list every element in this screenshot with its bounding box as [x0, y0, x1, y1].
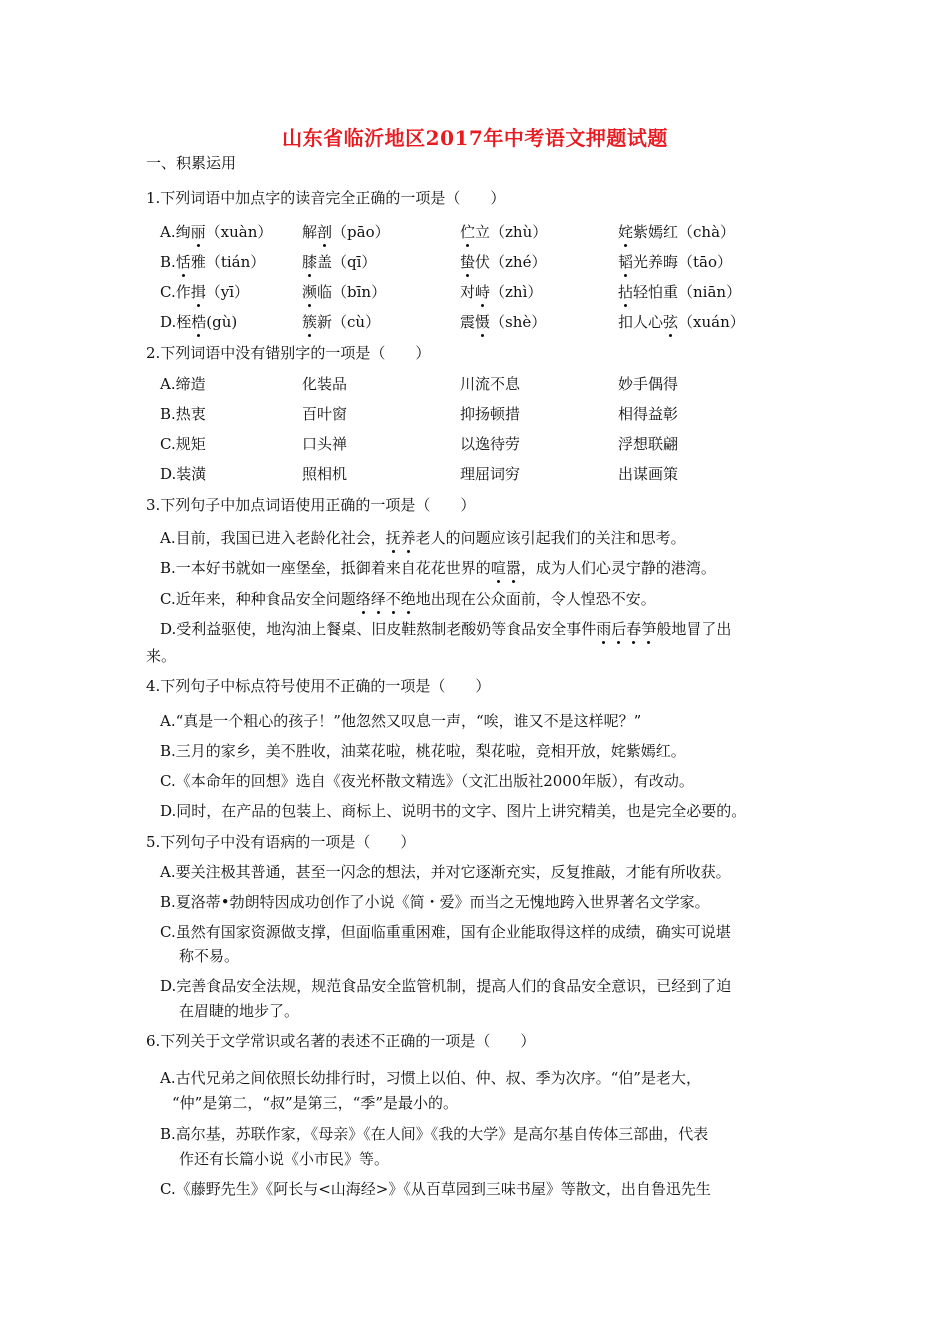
- question-5-option-d-line-2: 在眉睫的地步了。: [179, 1002, 300, 1020]
- question-4-stem: 4.下列句子中标点符号使用不正确的一项是（ ）: [146, 677, 491, 695]
- section-heading: 一、积累运用: [146, 154, 237, 172]
- question-6-option-a-line-2: “仲”是第二，“叔”是第三，“季”是最小的。: [172, 1094, 459, 1112]
- q2-b-col-4: 相得益彰: [618, 405, 679, 423]
- q1-c-col-1: C.作揖（yī）: [160, 283, 250, 301]
- q1-a-col-1: A.绚丽（xuàn）: [160, 223, 273, 241]
- q1-d-col-2: 簇新（cù）: [302, 313, 381, 331]
- q2-b-col-3: 抑扬顿措: [460, 405, 521, 423]
- question-1-stem: 1.下列词语中加点字的读音完全正确的一项是（ ）: [146, 189, 506, 207]
- q2-a-col-1: A.缔造: [160, 375, 206, 393]
- question-6-option-b-line-1: B.高尔基，苏联作家，《母亲》《在人间》《我的大学》是高尔基自传体三部曲，代表: [160, 1125, 709, 1143]
- question-6-option-a-line-1: A.古代兄弟之间依照长幼排行时，习惯上以伯、仲、叔、季为次序。“伯”是老大，: [160, 1069, 701, 1087]
- question-4-option-c: C.《本命年的回想》选自《夜光杯散文精选》（文汇出版社2000年版），有改动。: [160, 772, 694, 790]
- question-3-option-d-line-1: D.受利益驱使，地沟油上餐桌、旧皮鞋熬制老酸奶等食品安全事件雨后春笋般地冒了出: [160, 620, 732, 638]
- q1-b-col-4: 韬光养晦（tāo）: [618, 253, 733, 271]
- question-5-option-b: B.夏洛蒂•勃朗特因成功创作了小说《简・爱》而当之无愧地跨入世界著名文学家。: [160, 893, 710, 911]
- q2-d-col-4: 出谋画策: [618, 465, 679, 483]
- question-6-stem: 6.下列关于文学常识或名著的表述不正确的一项是（ ）: [146, 1032, 536, 1050]
- question-5-stem: 5.下列句子中没有语病的一项是（ ）: [146, 833, 416, 851]
- question-3-option-d-line-2: 来。: [146, 647, 177, 665]
- q1-c-col-2: 濒临（bīn）: [302, 283, 387, 301]
- q2-b-col-1: B.热衷: [160, 405, 206, 423]
- q1-d-col-3: 震慑（shè）: [460, 313, 547, 331]
- q2-d-col-3: 理屈词穷: [460, 465, 521, 483]
- q1-c-col-3: 对峙（zhì）: [460, 283, 543, 301]
- question-5-option-a: A.要关注极其普通，甚至一闪念的想法，并对它逐渐充实，反复推敲，才能有所收获。: [160, 863, 731, 881]
- question-5-option-c-line-1: C.虽然有国家资源做支撑，但面临重重困难，国有企业能取得这样的成绩，确实可说堪: [160, 923, 731, 941]
- page-title: 山东省临沂地区2017年中考语文押题试题: [282, 126, 668, 150]
- question-3-option-c: C.近年来，种种食品安全问题络绎不绝地出现在公众面前，令人惶恐不安。: [160, 590, 656, 608]
- q2-a-col-4: 妙手偶得: [618, 375, 679, 393]
- q1-c-col-4: 拈轻怕重（niān）: [618, 283, 742, 301]
- q2-d-col-2: 照相机: [302, 465, 348, 483]
- question-3-stem: 3.下列句子中加点词语使用正确的一项是（ ）: [146, 496, 476, 514]
- q2-c-col-3: 以逸待劳: [460, 435, 521, 453]
- q2-d-col-1: D.装潢: [160, 465, 207, 483]
- question-2-stem: 2.下列词语中没有错别字的一项是（ ）: [146, 344, 431, 362]
- question-5-option-d-line-1: D.完善食品安全法规，规范食品安全监管机制，提高人们的食品安全意识，已经到了迫: [160, 977, 732, 995]
- question-3-option-a: A.目前，我国已进入老龄化社会，抚养老人的问题应该引起我们的关注和思考。: [160, 529, 686, 547]
- question-5-option-c-line-2: 称不易。: [179, 947, 240, 965]
- question-3-option-b: B.一本好书就如一座堡垒，抵御着来自花花世界的喧嚣，成为人们心灵宁静的港湾。: [160, 559, 716, 577]
- q1-b-col-1: B.恬雅（tián）: [160, 253, 266, 271]
- q2-c-col-1: C.规矩: [160, 435, 206, 453]
- q2-c-col-2: 口头禅: [302, 435, 348, 453]
- question-4-option-d: D.同时，在产品的包装上、商标上、说明书的文字、图片上讲究精美，也是完全必要的。: [160, 802, 747, 820]
- q1-a-col-2: 解剖（pāo）: [302, 223, 390, 241]
- question-4-option-a: A.“真是一个粗心的孩子！”他忽然又叹息一声，“唉，谁又不是这样呢？”: [160, 712, 642, 730]
- question-6-option-b-line-2: 作还有长篇小说《小市民》等。: [179, 1150, 390, 1168]
- q2-a-col-3: 川流不息: [460, 375, 521, 393]
- q2-c-col-4: 浮想联翩: [618, 435, 679, 453]
- question-6-option-c-line-1: C.《藤野先生》《阿长与<山海经>》《从百草园到三味书屋》等散文，出自鲁迅先生: [160, 1180, 711, 1198]
- q1-d-col-1: D.桎梏(gù): [160, 313, 238, 331]
- q1-b-col-3: 蛰伏（zhé）: [460, 253, 547, 271]
- q2-a-col-2: 化装品: [302, 375, 348, 393]
- q1-a-col-3: 伫立（zhù）: [460, 223, 548, 241]
- q1-d-col-4: 扣人心弦（xuán）: [618, 313, 745, 331]
- q1-a-col-4: 姹紫嫣红（chà）: [618, 223, 736, 241]
- q1-b-col-2: 膝盖（qī）: [302, 253, 377, 271]
- q2-b-col-2: 百叶窗: [302, 405, 348, 423]
- question-4-option-b: B.三月的家乡，美不胜收，油菜花啦，桃花啦，梨花啦，竞相开放，姹紫嫣红。: [160, 742, 686, 760]
